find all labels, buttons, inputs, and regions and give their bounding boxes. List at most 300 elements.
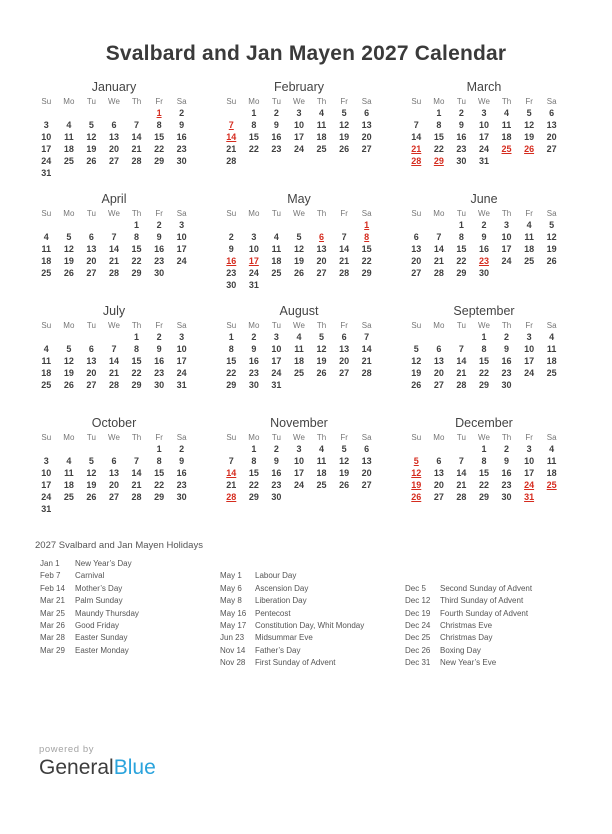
weekday-header: Tu (271, 433, 281, 442)
day-cell: 3 (43, 120, 49, 130)
day-cell: 26 (316, 368, 327, 378)
day-cell: 22 (478, 368, 489, 378)
day-cell: 23 (154, 256, 165, 266)
weekday-header: Mo (63, 97, 75, 106)
holiday-date: Dec 26 (405, 645, 431, 655)
day-cell: 23 (271, 144, 282, 154)
day-cell: 29 (361, 268, 372, 278)
month-table (35, 208, 193, 279)
weekday-header: Sa (361, 97, 372, 106)
day-cell: 13 (546, 120, 557, 130)
empty-cell (148, 167, 171, 179)
day-cell: 5 (526, 108, 532, 118)
day-cell: 7 (436, 232, 442, 242)
weekday-header: Mo (248, 321, 260, 330)
day-cell: 1 (251, 108, 257, 118)
empty-cell (125, 443, 148, 455)
empty-cell (170, 167, 193, 179)
day-cell: 20 (361, 132, 372, 142)
empty-cell (80, 503, 103, 515)
day-cell: 13 (86, 244, 97, 254)
day-cell: 27 (86, 380, 97, 390)
day-cell: 28 (411, 156, 422, 166)
day-cell: 21 (456, 480, 467, 490)
day-cell: 2 (179, 444, 185, 454)
weekday-header: Sa (176, 209, 187, 218)
month-july (35, 304, 193, 401)
day-cell: 26 (339, 144, 350, 154)
holiday-column-1 (40, 558, 220, 657)
weekday-header: Tu (456, 433, 466, 442)
day-cell: 2 (504, 444, 510, 454)
day-cell: 21 (131, 480, 142, 490)
day-cell: 1 (481, 444, 487, 454)
weekday-header: Fr (155, 97, 163, 106)
day-cell: 16 (226, 256, 237, 266)
weekday-header: Th (131, 97, 142, 106)
holiday-date: Feb 7 (40, 571, 61, 581)
day-cell: 26 (339, 480, 350, 490)
day-cell: 17 (478, 132, 489, 142)
holiday-date: Dec 31 (405, 658, 431, 668)
day-cell: 28 (456, 380, 467, 390)
day-cell: 21 (361, 356, 372, 366)
weekday-header: Th (131, 209, 142, 218)
holiday-item (220, 583, 405, 595)
day-cell: 16 (478, 244, 489, 254)
holiday-item (40, 570, 220, 582)
holiday-name: Christmas Eve (440, 620, 493, 630)
empty-cell (103, 443, 126, 455)
day-cell: 5 (341, 444, 347, 454)
day-cell: 19 (293, 256, 304, 266)
day-cell: 9 (228, 244, 234, 254)
day-cell: 5 (88, 120, 94, 130)
day-cell: 22 (248, 480, 259, 490)
day-cell: 11 (501, 120, 512, 130)
day-cell: 12 (63, 356, 74, 366)
weekday-header: Mo (433, 321, 445, 330)
day-cell: 18 (316, 468, 327, 478)
weekday-header: Th (501, 433, 512, 442)
holiday-date: Nov 28 (220, 658, 246, 668)
weekday-header: Fr (525, 97, 533, 106)
holiday-date: Mar 26 (40, 620, 65, 630)
empty-cell (518, 155, 541, 167)
weekday-header: Fr (525, 209, 533, 218)
day-cell: 23 (176, 144, 187, 154)
weekday-header: Mo (63, 321, 75, 330)
empty-cell (333, 379, 356, 391)
day-cell: 2 (156, 332, 162, 342)
holiday-item (40, 595, 220, 607)
day-cell: 8 (364, 232, 370, 242)
holiday-item (220, 645, 405, 657)
day-cell: 23 (478, 256, 489, 266)
day-cell: 13 (108, 468, 119, 478)
empty-cell (80, 219, 103, 231)
day-cell: 10 (248, 244, 259, 254)
day-cell: 11 (271, 244, 282, 254)
day-cell: 24 (41, 492, 52, 502)
holiday-item (405, 595, 532, 607)
day-cell: 30 (154, 268, 165, 278)
day-cell: 12 (339, 120, 350, 130)
powered-by-text: powered by (39, 744, 95, 755)
day-cell: 16 (271, 132, 282, 142)
footer-logo (39, 744, 156, 780)
day-cell: 25 (41, 268, 52, 278)
day-cell: 8 (134, 232, 140, 242)
day-cell: 4 (43, 232, 49, 242)
day-cell: 29 (433, 156, 444, 166)
empty-cell (450, 443, 473, 455)
holiday-item (405, 620, 532, 632)
day-cell: 24 (41, 156, 52, 166)
day-cell: 30 (501, 380, 512, 390)
month-table (405, 432, 563, 503)
day-cell: 5 (66, 232, 72, 242)
weekday-header: We (108, 321, 120, 330)
month-title: January (91, 80, 137, 94)
holiday-name: Pentecost (255, 608, 291, 618)
day-cell: 30 (501, 492, 512, 502)
day-cell: 3 (273, 332, 279, 342)
day-cell: 7 (364, 332, 370, 342)
day-cell: 31 (524, 492, 535, 502)
day-cell: 28 (131, 156, 142, 166)
empty-cell (405, 219, 428, 231)
day-cell: 14 (456, 356, 467, 366)
day-cell: 1 (251, 444, 257, 454)
weekday-header: Fr (155, 209, 163, 218)
empty-cell (220, 219, 243, 231)
holiday-item (220, 620, 405, 632)
day-cell: 17 (176, 244, 187, 254)
day-cell: 3 (179, 332, 185, 342)
brand-general: General (39, 756, 114, 779)
weekday-header: Mo (433, 209, 445, 218)
day-cell: 11 (294, 344, 304, 354)
day-cell: 26 (86, 156, 97, 166)
day-cell: 17 (293, 132, 304, 142)
day-cell: 22 (456, 256, 467, 266)
month-april (35, 192, 193, 289)
day-cell: 28 (361, 368, 372, 378)
month-table (220, 320, 378, 391)
day-cell: 14 (226, 468, 237, 478)
holiday-item (40, 632, 220, 644)
day-cell: 20 (411, 256, 422, 266)
day-cell: 7 (134, 456, 140, 466)
month-title: July (102, 304, 126, 318)
day-cell: 23 (271, 480, 282, 490)
day-cell: 26 (63, 380, 74, 390)
day-cell: 14 (411, 132, 422, 142)
month-table (220, 96, 378, 167)
day-cell: 21 (456, 368, 467, 378)
day-cell: 6 (88, 344, 94, 354)
months-grid (35, 80, 563, 513)
day-cell: 20 (86, 368, 97, 378)
empty-cell (428, 219, 451, 231)
weekday-header: Fr (155, 321, 163, 330)
day-cell: 22 (131, 368, 142, 378)
day-cell: 28 (456, 492, 467, 502)
day-cell: 14 (456, 468, 467, 478)
day-cell: 6 (549, 108, 555, 118)
empty-cell (80, 331, 103, 343)
day-cell: 19 (86, 480, 97, 490)
day-cell: 8 (458, 232, 464, 242)
holiday-date: Dec 5 (405, 583, 426, 593)
day-cell: 16 (456, 132, 467, 142)
day-cell: 13 (108, 132, 119, 142)
day-cell: 27 (316, 268, 327, 278)
day-cell: 27 (411, 268, 422, 278)
day-cell: 6 (111, 456, 117, 466)
day-cell: 24 (271, 368, 282, 378)
month-title: June (470, 192, 498, 206)
day-cell: 25 (63, 492, 74, 502)
holiday-date: Dec 25 (405, 633, 431, 643)
day-cell: 16 (501, 356, 512, 366)
day-cell: 8 (156, 456, 162, 466)
day-cell: 4 (549, 332, 555, 342)
empty-cell (58, 331, 81, 343)
day-cell: 31 (248, 280, 259, 290)
empty-cell (540, 491, 563, 503)
day-cell: 4 (66, 120, 72, 130)
weekday-header: Su (41, 321, 52, 330)
day-cell: 22 (131, 256, 142, 266)
day-cell: 21 (226, 144, 237, 154)
weekday-header: Mo (248, 433, 260, 442)
day-cell: 30 (248, 380, 259, 390)
day-cell: 6 (319, 232, 325, 242)
day-cell: 12 (411, 468, 422, 478)
day-cell: 9 (504, 344, 510, 354)
day-cell: 5 (296, 232, 302, 242)
weekday-header: Sa (361, 433, 372, 442)
day-cell: 27 (433, 492, 444, 502)
day-cell: 13 (361, 456, 372, 466)
month-title: October (91, 416, 137, 430)
day-cell: 31 (176, 380, 187, 390)
day-cell: 6 (111, 120, 117, 130)
empty-cell (310, 379, 333, 391)
day-cell: 1 (481, 332, 487, 342)
day-cell: 23 (248, 368, 259, 378)
day-cell: 13 (361, 120, 372, 130)
day-cell: 12 (86, 132, 97, 142)
weekday-header: Fr (340, 209, 348, 218)
empty-cell (58, 219, 81, 231)
day-cell: 12 (339, 456, 350, 466)
day-cell: 1 (458, 220, 464, 230)
day-cell: 26 (411, 380, 422, 390)
weekday-header: Su (41, 433, 52, 442)
holidays-columns (40, 558, 612, 670)
empty-cell (310, 491, 333, 503)
day-cell: 9 (481, 232, 487, 242)
empty-cell (35, 443, 58, 455)
day-cell: 23 (226, 268, 237, 278)
day-cell: 29 (478, 380, 489, 390)
day-cell: 21 (226, 480, 237, 490)
weekday-header: Sa (361, 209, 372, 218)
empty-cell (310, 155, 333, 167)
day-cell: 23 (456, 144, 467, 154)
empty-cell (288, 155, 311, 167)
holiday-item (405, 657, 532, 669)
day-cell: 28 (131, 492, 142, 502)
day-cell: 22 (433, 144, 444, 154)
day-cell: 13 (411, 244, 422, 254)
day-cell: 21 (108, 368, 119, 378)
day-cell: 7 (111, 344, 117, 354)
day-cell: 27 (86, 268, 97, 278)
day-cell: 27 (361, 480, 372, 490)
weekday-header: Mo (248, 97, 260, 106)
day-cell: 3 (179, 220, 185, 230)
empty-cell (80, 167, 103, 179)
day-cell: 8 (481, 344, 487, 354)
day-cell: 25 (316, 144, 327, 154)
day-cell: 4 (319, 108, 325, 118)
brand-blue: Blue (113, 756, 156, 779)
month-table (405, 96, 563, 167)
day-cell: 30 (226, 280, 237, 290)
empty-cell (243, 219, 266, 231)
day-cell: 31 (41, 168, 52, 178)
day-cell: 7 (458, 344, 464, 354)
day-cell: 17 (524, 356, 535, 366)
day-cell: 27 (546, 144, 557, 154)
empty-cell (103, 503, 126, 515)
day-cell: 19 (546, 244, 557, 254)
day-cell: 15 (433, 132, 444, 142)
weekday-header: Sa (176, 433, 187, 442)
day-cell: 20 (316, 256, 327, 266)
day-cell: 24 (501, 256, 512, 266)
day-cell: 6 (364, 444, 370, 454)
day-cell: 19 (63, 368, 74, 378)
weekday-header: We (293, 433, 305, 442)
empty-cell (355, 155, 378, 167)
weekday-header: Su (411, 97, 422, 106)
weekday-header: Th (501, 321, 512, 330)
weekday-header: Th (131, 433, 142, 442)
day-cell: 18 (546, 468, 557, 478)
day-cell: 16 (154, 244, 165, 254)
day-cell: 11 (64, 468, 74, 478)
day-cell: 18 (316, 132, 327, 142)
day-cell: 18 (41, 368, 52, 378)
day-cell: 25 (316, 480, 327, 490)
holiday-name: Boxing Day (440, 645, 481, 655)
day-cell: 14 (433, 244, 444, 254)
weekday-header: We (108, 97, 120, 106)
empty-cell (58, 167, 81, 179)
day-cell: 12 (546, 232, 557, 242)
day-cell: 3 (526, 444, 532, 454)
day-cell: 18 (63, 144, 74, 154)
day-cell: 5 (549, 220, 555, 230)
empty-cell (103, 167, 126, 179)
holiday-name: Second Sunday of Advent (440, 583, 533, 593)
weekday-header: Tu (86, 97, 96, 106)
day-cell: 29 (131, 268, 142, 278)
empty-cell (540, 155, 563, 167)
month-march (405, 80, 563, 177)
day-cell: 20 (108, 144, 119, 154)
day-cell: 30 (271, 492, 282, 502)
weekday-header: Mo (433, 97, 445, 106)
day-cell: 28 (108, 268, 119, 278)
day-cell: 17 (41, 144, 52, 154)
day-cell: 14 (131, 468, 142, 478)
day-cell: 19 (411, 480, 422, 490)
day-cell: 30 (176, 492, 187, 502)
day-cell: 11 (316, 456, 327, 466)
day-cell: 30 (478, 268, 489, 278)
weekday-header: Mo (63, 433, 75, 442)
day-cell: 17 (41, 480, 52, 490)
day-cell: 17 (271, 356, 282, 366)
day-cell: 18 (501, 132, 512, 142)
day-cell: 25 (546, 368, 557, 378)
day-cell: 16 (271, 468, 282, 478)
day-cell: 25 (524, 256, 535, 266)
day-cell: 17 (501, 244, 512, 254)
day-cell: 30 (456, 156, 467, 166)
weekday-header: Mo (63, 209, 75, 218)
weekday-header: Tu (86, 433, 96, 442)
empty-cell (170, 267, 193, 279)
day-cell: 26 (86, 492, 97, 502)
weekday-header: Tu (86, 321, 96, 330)
day-cell: 24 (293, 144, 304, 154)
day-cell: 15 (361, 244, 372, 254)
weekday-header: Fr (155, 433, 163, 442)
day-cell: 7 (341, 232, 347, 242)
day-cell: 9 (156, 344, 162, 354)
day-cell: 2 (273, 108, 279, 118)
day-cell: 20 (433, 480, 444, 490)
empty-cell (125, 167, 148, 179)
holiday-name: Carnival (75, 571, 105, 581)
day-cell: 29 (248, 492, 259, 502)
empty-cell (333, 155, 356, 167)
holiday-item (40, 558, 220, 570)
day-cell: 18 (41, 256, 52, 266)
day-cell: 25 (63, 156, 74, 166)
empty-cell (243, 155, 266, 167)
month-title: February (273, 80, 325, 94)
holiday-name: Liberation Day (255, 596, 307, 606)
day-cell: 22 (361, 256, 372, 266)
empty-cell (35, 219, 58, 231)
holiday-date: Dec 24 (405, 620, 431, 630)
weekday-header: Su (226, 209, 237, 218)
holiday-name: Father’s Day (255, 645, 301, 655)
day-cell: 23 (501, 480, 512, 490)
month-january (35, 80, 193, 177)
day-cell: 2 (273, 444, 279, 454)
day-cell: 26 (63, 268, 74, 278)
day-cell: 8 (251, 120, 257, 130)
